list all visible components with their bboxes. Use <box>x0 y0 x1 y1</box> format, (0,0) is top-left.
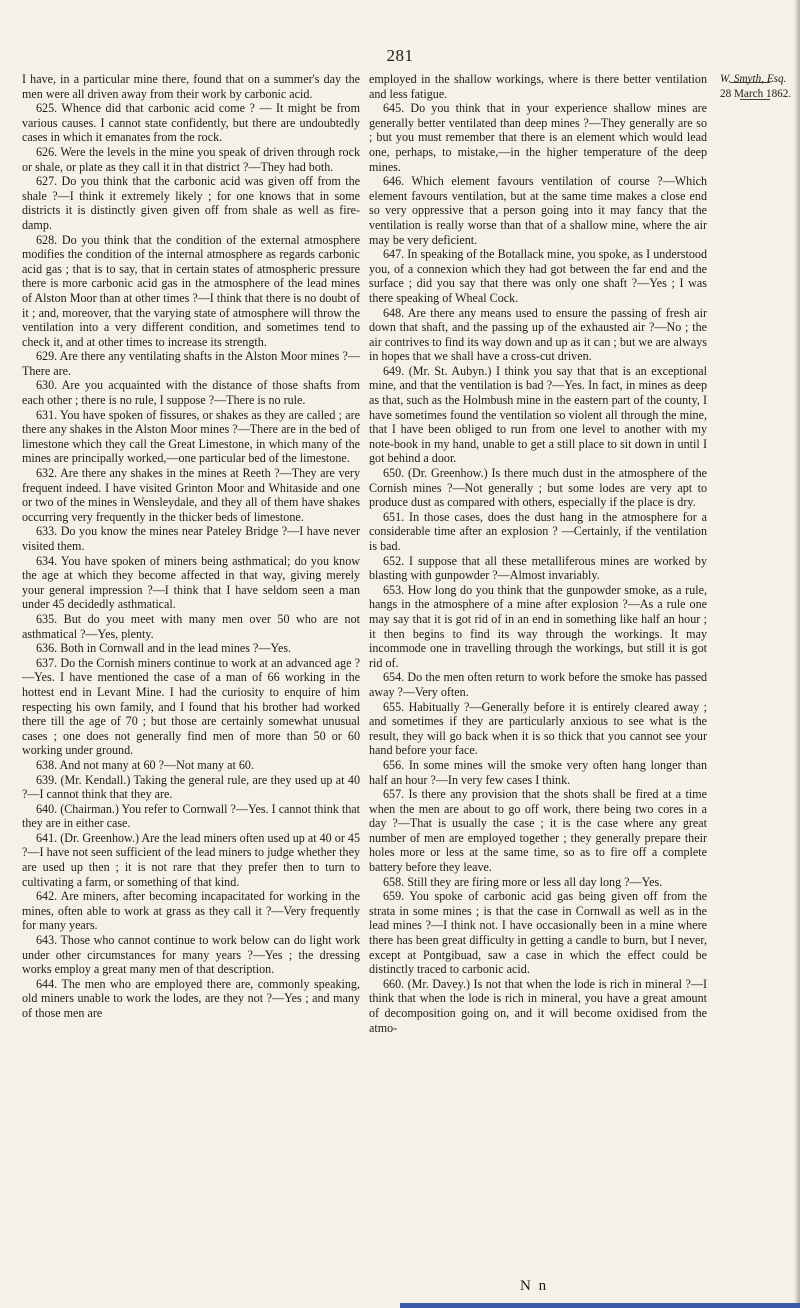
testimony-paragraph: 660. (Mr. Davey.) Is not that when the lode is rich in mineral ?—I think that when the lode is rich in mineral, you have a great amount of decomposition going on, and it will become oxidised from the atmo- <box>369 976 707 1035</box>
left-text-column <box>22 72 360 1021</box>
testimony-paragraph: 658. Still they are firing more or less all day long ?—Yes. <box>383 874 663 889</box>
testimony-paragraph: 653. How long do you think that the gunpowder smoke, as a rule, hangs in the atmosphere of a mine after explosion ?—As a rule one may say that it is got rid of in an end in something like half an hour ; it then begins to find its way through the workings. It may incommode one in travelling through the workings, but still it is got rid of. <box>369 582 707 670</box>
testimony-paragraph: 628. Do you think that the condition of the external atmosphere modifies the condition of the internal atmosphere as regards carbonic acid gas ; that is to say, that in certain states of atmospheric pressure there is more carbonic acid gas in the atmosphere of the lead mines of Alston Moor than at other times ?—I think that there is no doubt of it ; and, moreover, that the varying state of atmosphere will throw the ventilation into a very different condition, and sometimes tend to check it, and at other times to increase its strength. <box>22 232 360 349</box>
testimony-paragraph: 651. In those cases, does the dust hang in the atmosphere for a considerable time after an explosion ? —Certainly, if the ventilation is bad. <box>369 509 707 553</box>
testimony-paragraph: 646. Which element favours ventilation of course ?—Which element favours ventilation, but at the same time makes a close end so very oppressive that a person going into it may fancy that the ventilation is really worse than that of a shallow mine, where the air may be very deficient. <box>369 174 707 247</box>
testimony-paragraph: 637. Do the Cornish miners continue to work at an advanced age ?—Yes. I have mentioned the case of a man of 66 working in the hottest end in Levant Mine. I had the curiosity to enquire of him respecting his own family, and I found that his brother had worked there till the age of 70 ; but those are certainly somewhat unusual cases ; one does not generally find men of more than 50 or 60 working under ground. <box>22 655 360 758</box>
margin-witness-name: W. Smyth, Esq. <box>720 73 787 85</box>
testimony-paragraph: 649. (Mr. St. Aubyn.) I think you say that that is an exceptional mine, and that the ventilation is bad ?—Yes. In fact, in mines as deep as that, such as the Holmbush mine in the eastern part of the county, I have sometimes found the ventilation so violent all through the mine, that I have been obliged to run from one level to another with my note-book in my hand, unable to get a still place to sit down in until I got behind a door. <box>369 363 707 466</box>
scan-edge-band <box>400 1303 800 1308</box>
testimony-paragraph: 627. Do you think that the carbonic acid was given off from the shale ?—I think it extremely likely ; for one knows that in some districts it is distinctly given given off from shale as well as fire-damp. <box>22 174 360 232</box>
testimony-paragraph: 642. Are miners, after becoming incapacitated for working in the mines, often able to work at grass as they call it ?—Very frequently for many years. <box>22 889 360 933</box>
testimony-paragraph: 632. Are there any shakes in the mines at Reeth ?—They are very frequent indeed. I have visited Grinton Moor and Whitaside and one or two of the mines in Wensleydale, and they all of them have shakes occurring very frequently in the thicker beds of limestone. <box>22 466 360 524</box>
testimony-paragraph: 648. Are there any means used to ensure the passing of fresh air down that shaft, and the passing up of the exhausted air ?—No ; the air contrives to find its way down and up as it can ; but we are always in hopes that we shall have a cross-cut driven. <box>369 305 707 364</box>
testimony-paragraph: 638. And not many at 60 ?—Not many at 60. <box>36 757 254 772</box>
testimony-paragraph: 654. Do the men often return to work before the smoke has passed away ?—Very often. <box>369 670 707 699</box>
testimony-paragraph: employed in the shallow workings, where is there better ventilation and less fatigue. <box>369 72 707 101</box>
testimony-paragraph: 643. Those who cannot continue to work below can do light work under other circumstances for many years ?—Yes ; the dressing works employ a great many men of that description. <box>22 933 360 977</box>
printer-signature: N n <box>520 1278 549 1294</box>
testimony-paragraph: 625. Whence did that carbonic acid come ? — It might be from various causes. I cannot state confidently, but there are undoubtedly cases in which it emanates from the rock. <box>22 101 360 145</box>
testimony-paragraph: 634. You have spoken of miners being asthmatical; do you know the age at which they become affected in that way, giving merely your general impression ?—I think that I have seldom seen a man under 45 decidedly asthmatical. <box>22 553 360 612</box>
testimony-paragraph: 644. The men who are employed there are, commonly speaking, old miners unable to work the lodes, are they not ?—Yes ; and many of those men are <box>22 976 360 1020</box>
testimony-paragraph: I have, in a particular mine there, found that on a summer's day the men were all driven away from their work by carbonic acid. <box>22 72 360 101</box>
testimony-paragraph: 647. In speaking of the Botallack mine, you spoke, as I understood you, of a connexion which they had got between the far end and the surface ; did you say that there was only one shaft ?—Yes ; I was there speaking of Wheal Cock. <box>369 247 707 305</box>
testimony-paragraph: 639. (Mr. Kendall.) Taking the general rule, are they used up at 40 ?—I cannot think that they are. <box>22 772 360 802</box>
right-text-column <box>369 72 707 1035</box>
testimony-paragraph: 656. In some mines will the smoke very often hang longer than half an hour ?—In very few cases I think. <box>369 757 707 787</box>
margin-rule <box>740 99 770 100</box>
testimony-paragraph: 626. Were the levels in the mine you speak of driven through rock or shale, or plate as they call it in that district ?—They had both. <box>22 144 360 174</box>
testimony-paragraph: 659. You spoke of carbonic acid gas being given off from the strata in some mines ; is that the case in Cornwall as well as in the lead mines ?—I think not. I have occasionally been in a mine where there has been great difficulty in getting a candle to burn, but I never, except at Pontgibuad, saw a case in which the effect could be distinctly traced to carbonic acid. <box>369 889 707 977</box>
testimony-paragraph: 629. Are there any ventilating shafts in the Alston Moor mines ?—There are. <box>22 349 360 378</box>
testimony-paragraph: 630. Are you acquainted with the distance of those shafts from each other ; there is no rule, I suppose ?—There is no rule. <box>22 378 360 408</box>
testimony-paragraph: 655. Habitually ?—Generally before it is entirely cleared away ; and sometimes if they are particularly anxious to see what is the result, they will go back when it is so thick that you cannot see your hand before your face. <box>369 699 707 758</box>
testimony-paragraph: 645. Do you think that in your experience shallow mines are generally better ventilated than deep mines ?—They generally are so ; but you must remember that there is an element which would lead one, perhaps, to mistake,—in the higher temperature of the deep mines. <box>369 101 707 174</box>
margin-date: 28 March 1862. <box>720 87 792 100</box>
testimony-paragraph: 633. Do you know the mines near Pateley Bridge ?—I have never visited them. <box>22 524 360 553</box>
testimony-paragraph: 652. I suppose that all these metalliferous mines are worked by blasting with gunpowder ?—Almost invariably. <box>369 553 707 583</box>
page-number: 281 <box>386 46 414 65</box>
testimony-paragraph: 640. (Chairman.) You refer to Cornwall ?—Yes. I cannot think that they are in either case. <box>22 801 360 831</box>
margin-rule <box>730 82 770 83</box>
page-edge-shadow <box>794 0 800 1308</box>
testimony-paragraph: 641. (Dr. Greenhow.) Are the lead miners often used up at 40 or 45 ?—I have not seen sufficient of the lead miners to judge whether they are used up then ; it is not rare that they prefer then to turn to cultivating a farm, or something of that kind. <box>22 830 360 889</box>
testimony-paragraph: 635. But do you meet with many men over 50 who are not asthmatical ?—Yes, plenty. <box>22 611 360 641</box>
testimony-paragraph: 650. (Dr. Greenhow.) Is there much dust in the atmosphere of the Cornish mines ?—Not generally ; but some lodes are very apt to produce dust as compared with others, especially if the place is dry. <box>369 466 707 510</box>
testimony-paragraph: 657. Is there any provision that the shots shall be fired at a time when the men are about to go off work, there being two cores in a day ?—That is usually the case ; it is the case where any great number of men are employed together ; they generally prepare their holes more or less at the same time, so as to fire off a complete battery before they leave. <box>369 787 707 875</box>
testimony-paragraph: 636. Both in Cornwall and in the lead mines ?—Yes. <box>36 641 292 656</box>
testimony-paragraph: 631. You have spoken of fissures, or shakes as they are called ; are there any shakes in the Alston Moor mines ?—There are in the bed of limestone which they call the Great Limestone, in which many of the mines are principally worked,—one particular bed of the limestone. <box>22 407 360 466</box>
